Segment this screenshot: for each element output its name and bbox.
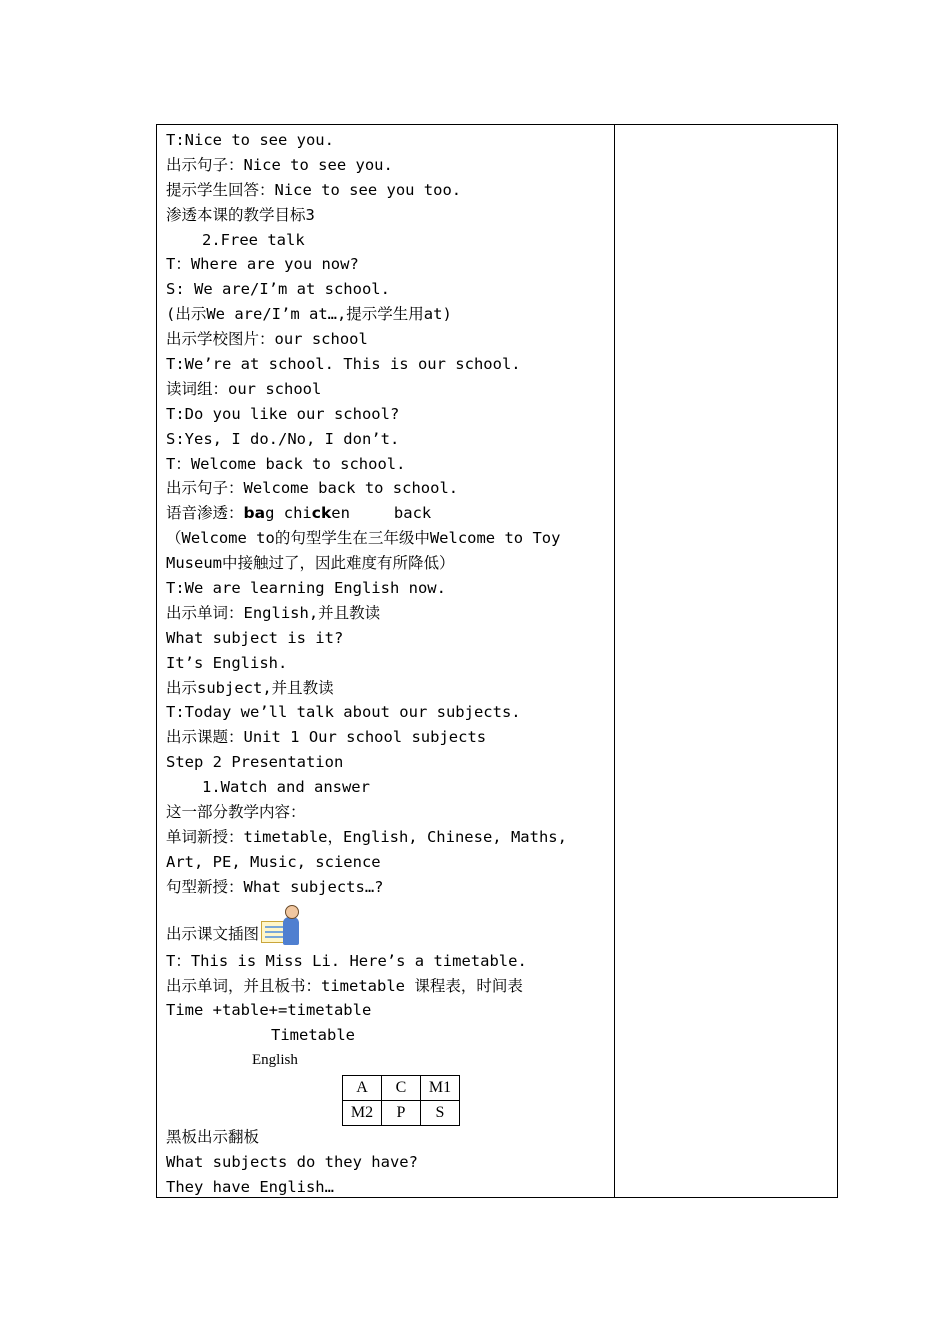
text-line: 黑板出示翻板	[166, 1128, 260, 1147]
text-line: 出示课文插图	[166, 924, 260, 943]
text-line: 提示学生回答：Nice to see you too.	[166, 180, 462, 199]
text-line: 出示单词，并且板书：timetable 课程表，时间表	[166, 976, 523, 995]
text-line: Step 2 Presentation	[166, 753, 344, 772]
text-line: 读词组：our school	[166, 379, 322, 398]
text-line: T:We’re at school. This is our school.	[166, 355, 521, 374]
lesson-content-cell	[157, 125, 614, 1197]
lesson-plan-table	[156, 124, 838, 1198]
text-line: Museum中接触过了，因此难度有所降低）	[166, 554, 455, 573]
text-line: 句型新授：What subjects…?	[166, 877, 384, 896]
column-divider	[614, 125, 615, 1197]
text-line: 出示句子：Nice to see you.	[166, 155, 393, 174]
text-line: T:Do you like our school?	[166, 404, 400, 423]
text-line: T：Where are you now?	[166, 255, 359, 274]
text-line: 2.Free talk	[202, 230, 305, 249]
table-row	[343, 1101, 460, 1126]
text-line: It’s English.	[166, 653, 288, 672]
phonics-label: 语音渗透：	[166, 504, 244, 523]
text-line: 出示单词：English,并且教读	[166, 603, 381, 622]
text-line: What subject is it?	[166, 628, 344, 647]
grid-cell: A	[343, 1076, 382, 1101]
text-line: (出示We are/I’m at…,提示学生用at)	[166, 305, 452, 324]
text-line: T：Welcome back to school.	[166, 454, 406, 473]
english-label: English	[252, 1052, 298, 1069]
timetable-heading: Timetable	[271, 1026, 355, 1045]
text-line: S:Yes, I do./No, I don’t.	[166, 429, 400, 448]
teacher-with-timetable-icon	[261, 905, 301, 947]
grid-cell: C	[382, 1076, 421, 1101]
text-line: T:We are learning English now.	[166, 579, 446, 598]
subject-grid	[342, 1075, 460, 1126]
text-line: T：This is Miss Li. Here’s a timetable.	[166, 951, 527, 970]
text-line: They have English…	[166, 1177, 334, 1196]
text-line: 出示学校图片：our school	[166, 330, 368, 349]
text-line: 出示课题：Unit 1 Our school subjects	[166, 728, 487, 747]
table-row	[343, 1076, 460, 1101]
illustration-line	[166, 900, 614, 949]
phonics-highlight: ba	[243, 504, 266, 523]
grid-cell: M2	[343, 1101, 382, 1126]
phonics-rest: en	[331, 504, 350, 523]
phonics-line	[166, 501, 614, 526]
text-line: S: We are/I’m at school.	[166, 280, 390, 299]
text-line: 出示subject,并且教读	[166, 678, 334, 697]
text-line: T:Today we’ll talk about our subjects.	[166, 703, 521, 722]
text-line: T:Nice to see you.	[166, 131, 334, 149]
phonics-rest: chi	[283, 504, 312, 523]
grid-cell: M1	[421, 1076, 460, 1101]
text-line: What subjects do they have?	[166, 1152, 418, 1171]
text-line: 1.Watch and answer	[202, 778, 370, 797]
text-line: 这一部分教学内容：	[166, 803, 306, 822]
phonics-rest: g	[265, 504, 284, 523]
text-line: Time +table+=timetable	[166, 1001, 372, 1020]
phonics-word: back	[393, 504, 432, 523]
grid-cell: P	[382, 1101, 421, 1126]
text-line: （Welcome to的句型学生在三年级中Welcome to Toy	[166, 529, 561, 548]
text-line: 渗透本课的教学目标3	[166, 205, 315, 224]
text-line: Art, PE, Music, science	[166, 852, 381, 871]
subject-grid-wrap	[166, 1073, 614, 1125]
grid-cell: S	[421, 1101, 460, 1126]
phonics-highlight: ck	[311, 504, 332, 523]
text-line: 单词新授：timetable，English, Chinese, Maths,	[166, 827, 567, 846]
text-line: 出示句子：Welcome back to school.	[166, 479, 459, 498]
